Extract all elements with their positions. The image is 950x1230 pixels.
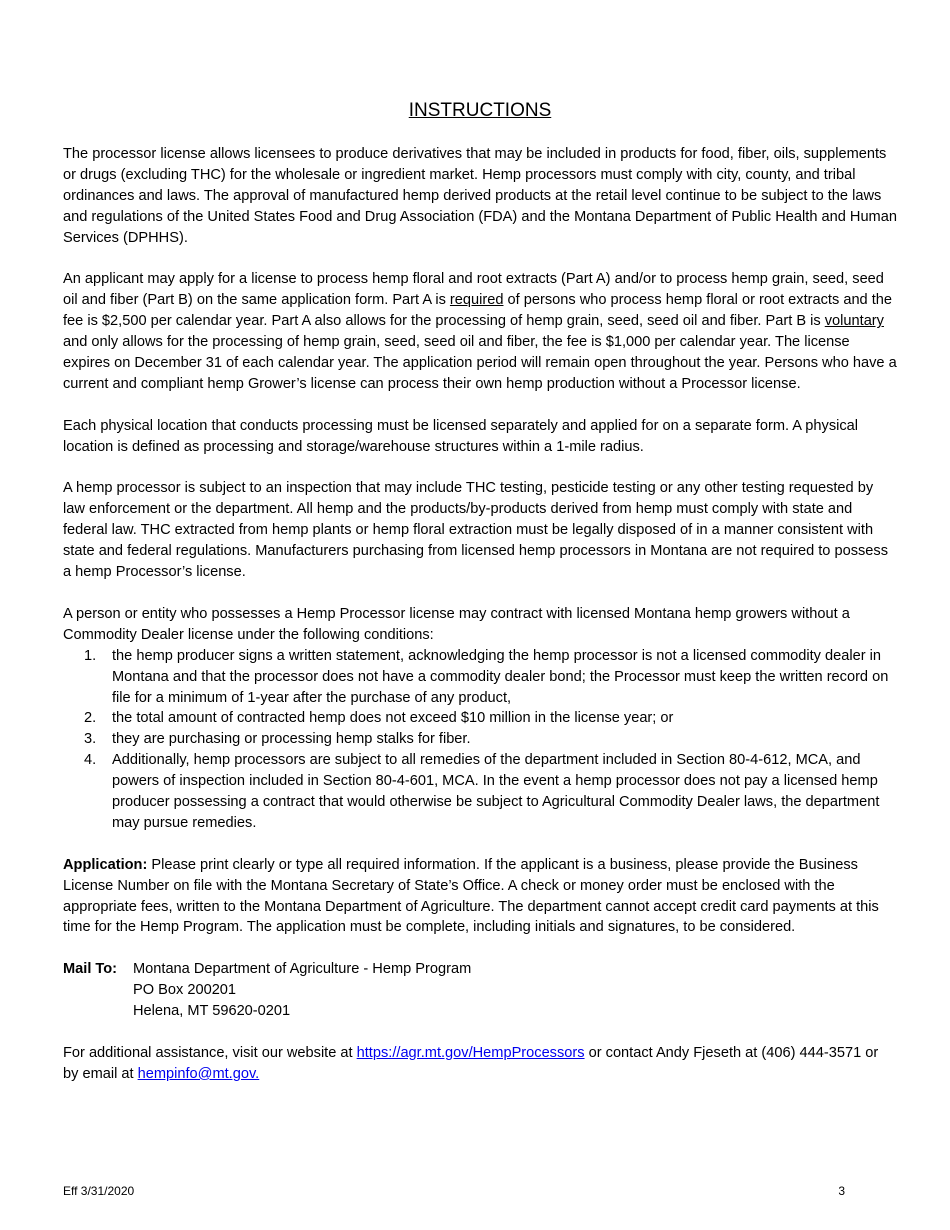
mailing-address (133, 959, 471, 1022)
address-line-2: PO Box 200201 (133, 982, 237, 999)
text-segment: of persons who process hemp floral or root extracts and the fee is $2,500 per calendar year. Part A also allows for the processing of hemp grain, seed, seed oil and fiber. Part B is (63, 292, 893, 330)
application-text: Please print clearly or type all required information. If the applicant is a business, please provide the Business License Number on file with the Montana Secretary of State’s Office. A check or money order must be enclosed with the appropriate fees, written to the Montana Department of Agriculture. The department cannot accept credit card payments at this time for the Hemp Program. The application must be complete, including initials and signatures, to be considered. (63, 856, 879, 936)
document-page (63, 98, 897, 1106)
paragraph-license-overview: The processor license allows licensees to produce derivatives that may be included in products for food, fiber, oils, supplements or drugs (excluding THC) for the wholesale or ingredient market. Hemp processors must comply with city, county, and tribal ordinances and laws. The approval of manufactured hemp derived products at the retail level continue to be subject to the laws and regulations of the United States Food and Drug Association (FDA) and the Montana Department of Public Health and Human Services (DPHHS). (63, 146, 897, 246)
underlined-required: required (449, 292, 504, 309)
email-link[interactable]: hempinfo@mt.gov. (137, 1065, 260, 1082)
list-text: the hemp producer signs a written statement, acknowledging the hemp processor is not a licensed commodity dealer in Montana and that the processor does not have a commodity dealer bond; the Processor must keep the written record on file for a minimum of 1-year after the purchase of any product, (112, 647, 889, 706)
paragraph-physical-location: Each physical location that conducts processing must be licensed separately and applied for on a separate form. A physical location is defined as processing and storage/warehouse structures within a 1-mile radius. (63, 417, 859, 455)
mail-to-label: Mail To: (63, 961, 118, 978)
list-text: they are purchasing or processing hemp stalks for fiber. (112, 731, 471, 748)
contact-text: or contact Andy Fjeseth at (406) 444-3571 or by email at (63, 1044, 879, 1082)
paragraph-contact (63, 1043, 897, 1085)
conditions-list (63, 646, 897, 834)
list-number: 4. (84, 752, 97, 769)
address-line-3: Helena, MT 59620-0201 (133, 1003, 291, 1020)
underlined-voluntary: voluntary (824, 313, 884, 330)
list-item (63, 708, 897, 729)
list-number: 1. (84, 647, 97, 664)
list-text: Additionally, hemp processors are subject to all remedies of the department included in Section 80-4-612, MCA, and powers of inspection included in Section 80-4-601, MCA. In the event a hemp processor does not pay a licensed hemp producer possessing a contract that would otherwise be subject to Agricultural Commodity Dealer laws, the department may pursue remedies. (112, 752, 880, 831)
address-line-1: Montana Department of Agriculture - Hemp Program (133, 961, 472, 978)
paragraph-application (63, 855, 897, 939)
website-link[interactable]: https://agr.mt.gov/HempProcessors (356, 1044, 585, 1061)
list-number: 2. (84, 710, 97, 727)
mail-to-block (63, 959, 897, 1022)
paragraph-inspection: A hemp processor is subject to an inspection that may include THC testing, pesticide testing or any other testing requested by law enforcement or the department. All hemp and the products/by-products derived from hemp must comply with state and federal law. THC extracted from hemp plants or hemp floral extraction must be legally disposed of in a manner consistent with state and federal regulations. Manufacturers purchasing from licensed hemp processors in Montana are not required to possess a hemp Processor’s license. (63, 480, 888, 581)
list-item (63, 729, 897, 750)
paragraph-parts-and-fees (63, 269, 897, 394)
list-item (63, 750, 897, 834)
list-text: the total amount of contracted hemp does not exceed $10 million in the license year; or (112, 710, 674, 727)
page-title: INSTRUCTIONS (408, 100, 552, 121)
list-number: 3. (84, 731, 97, 748)
application-label: Application: (63, 856, 148, 873)
footer-page-number: 3 (838, 1184, 845, 1198)
text-segment: and only allows for the processing of hemp grain, seed, seed oil and fiber, the fee is $1,000 per calendar year. The license expires on December 31 of each calendar year. The application period will remain open throughout the year. Persons who have a current and compliant hemp Grower’s license can process their own hemp production without a Processor license. (63, 334, 897, 392)
text-segment: An applicant may apply for a license to process hemp floral and root extracts (Part A) and/or to process hemp grain, seed, seed oil and fiber (Part B) on the same application form. Part A is (63, 271, 884, 309)
list-item (63, 646, 897, 709)
paragraph-contract-conditions: A person or entity who possesses a Hemp Processor license may contract with licensed Montana hemp growers without a Commodity Dealer license under the following conditions: (63, 605, 850, 643)
footer-effective-date: Eff 3/31/2020 (63, 1184, 135, 1198)
contact-text: For additional assistance, visit our website at (63, 1044, 357, 1061)
